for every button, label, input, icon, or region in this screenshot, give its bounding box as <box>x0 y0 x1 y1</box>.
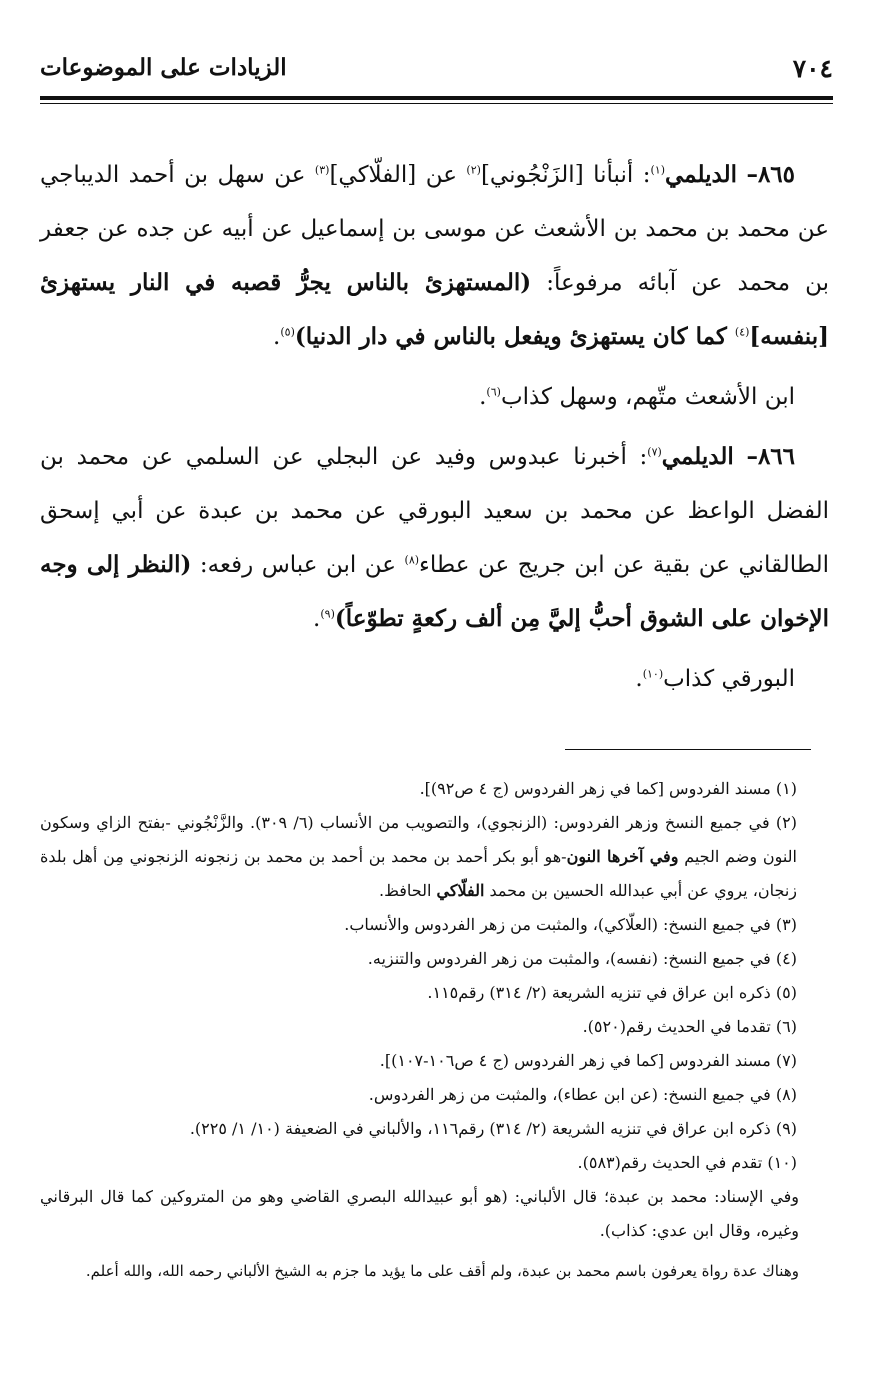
footnote-6 <box>40 1010 829 1044</box>
entry-source: الديلمي <box>661 443 734 470</box>
isnad-text: عن ابن عباس رفعه: <box>191 552 405 578</box>
hadith-text: (النظر إلى وجه الإخوان على الشوق أحبُّ إليَّ مِن ألف ركعةٍ تطوّعاً) <box>40 551 829 632</box>
footnote-text: تقدما في الحديث رقم(٥٢٠). <box>582 1017 771 1036</box>
footnote-ref[interactable]: (٨) <box>404 553 420 567</box>
main-text <box>40 148 829 712</box>
footnote-3 <box>40 908 829 942</box>
entry-source: الديلمي <box>665 161 737 188</box>
footnote-number: (٩) <box>775 1119 797 1138</box>
page-number: ٧٠٤ <box>792 54 833 83</box>
footnote-number: (٨) <box>775 1085 797 1104</box>
hadith-text: كما كان يستهزئ ويفعل بالناس في دار الدنيا) <box>294 323 735 350</box>
footnote-text: مسند الفردوس [كما في زهر الفردوس (ج ٤ ص١٠٦-١٠٧)]. <box>379 1051 771 1070</box>
footnote-text-bold: وفي آخرها النون <box>566 847 679 866</box>
footnote-number: (٤) <box>775 949 797 968</box>
footnote-ref[interactable]: (٤) <box>734 325 750 339</box>
footnote-text: ذكره ابن عراق في تنزيه الشريعة (٢/ ٣١٤) رقم١١٥. <box>427 983 771 1002</box>
footnote-text: في جميع النسخ: (نفسه)، والمثبت من زهر الفردوس والتنزيه. <box>367 949 771 968</box>
footnote-separator <box>565 749 811 750</box>
footnote-10 <box>40 1146 829 1180</box>
verdict-866 <box>40 652 829 706</box>
isnad-text: عن سهل بن أحمد الديباجي عن محمد بن محمد بن الأشعث عن موسى بن إسماعيل عن أبيه عن جده عن جعفر بن محمد عن آبائه مرفوعاً: <box>40 162 829 296</box>
footnotes <box>40 772 829 1288</box>
footnote-ref[interactable]: (٧) <box>647 445 662 459</box>
entry-number: ٨٦٦– <box>746 443 796 470</box>
footnote-text: في جميع النسخ: (عن ابن عطاء)، والمثبت من زهر الفردوس. <box>368 1085 771 1104</box>
isnad-text: : أخبرنا عبدوس وفيد عن البجلي عن السلمي عن محمد بن الفضل الواعظ عن محمد بن سعيد البورقي عن محمد بن عبدة عن أبي إسحق الطالقاني عن بقية عن ابن جريج عن عطاء <box>40 444 829 578</box>
footnote-ref[interactable]: (٦) <box>486 385 501 399</box>
verdict-text: البورقي كذاب <box>663 666 795 692</box>
footnote-ref[interactable]: (٥) <box>280 325 295 339</box>
footnote-isnad-note: وفي الإسناد: محمد بن عبدة؛ قال الألباني: (هو أبو عبيدالله البصري القاضي وهو من المتروكين كما قال البرقاني وغيره، وقال ابن عدي: كذاب). <box>40 1187 799 1240</box>
footnote-ref[interactable]: (٩) <box>320 607 335 621</box>
page-header <box>40 48 833 100</box>
footnote-text-bold: الفلّاكي <box>436 881 485 900</box>
footnote-text: مسند الفردوس [كما في زهر الفردوس (ج ٤ ص٩٢)]. <box>419 779 771 798</box>
footnote-closing-note: وهناك عدة رواة يعرفون باسم محمد بن عبدة، ولم أقف على ما يؤيد ما جزم به الشيخ الألباني رحمه الله، والله أعلم. <box>85 1262 799 1280</box>
footnote-text: ذكره ابن عراق في تنزيه الشريعة (٢/ ٣١٤) رقم١١٦، والألباني في الضعيفة (١٠/ ١/ ٢٢٥). <box>189 1119 771 1138</box>
entry-end: . <box>273 324 281 350</box>
header-rule-thick <box>40 96 833 100</box>
entry-866 <box>40 430 829 646</box>
footnote-2 <box>40 806 829 908</box>
verdict-865 <box>40 370 829 424</box>
footnote-text: في جميع النسخ وزهر الفردوس: (الزنجوي)، والتصويب من الأنساب (٦/ ٣٠٩). والزَّنْجُوني -بفتح الزاي وسكون النون وضم الجيم <box>40 813 797 866</box>
verdict-text: ابن الأشعث متّهم، وسهل كذاب <box>500 384 795 410</box>
running-title: الزيادات على الموضوعات <box>40 54 287 81</box>
footnote-text: تقدم في الحديث رقم(٥٨٣). <box>577 1153 763 1172</box>
footnote-number: (٥) <box>775 983 797 1002</box>
hadith-text: (المستهزئ بالناس يجرُّ قصبه في النار يستهزئ [بنفسه] <box>40 269 829 350</box>
isnad-text: عن [الفلّاكي] <box>329 162 467 188</box>
footnote-4 <box>40 942 829 976</box>
footnote-ref[interactable]: (١) <box>650 163 666 177</box>
verdict-end: . <box>479 384 487 410</box>
footnote-number: (١) <box>775 779 797 798</box>
footnote-text: -هو أبو بكر أحمد بن محمد بن أحمد بن محمد بن زنجونه الزنجوني مِن أهل بلدة زنجان، يروي عن أبي عبدالله الحسين بن محمد <box>40 847 797 900</box>
entry-number: ٨٦٥– <box>746 161 796 188</box>
footnote-ref[interactable]: (٢) <box>466 163 481 177</box>
footnote-number: (٢) <box>775 813 797 832</box>
header-rule-thin <box>40 103 833 104</box>
footnote-ref[interactable]: (١٠) <box>642 667 664 681</box>
footnote-1 <box>40 772 829 806</box>
entry-865 <box>40 148 829 364</box>
footnote-text: في جميع النسخ: (العلّاكي)، والمثبت من زهر الفردوس والأنساب. <box>344 915 771 934</box>
footnote-number: (١٠) <box>767 1153 797 1172</box>
footnote-number: (٦) <box>775 1017 797 1036</box>
footnote-number: (٧) <box>775 1051 797 1070</box>
footnote-number: (٣) <box>775 915 797 934</box>
footnote-text: الحافظ. <box>378 881 437 900</box>
verdict-end: . <box>635 666 643 692</box>
footnote-5 <box>40 976 829 1010</box>
entry-end: . <box>313 606 321 632</box>
footnote-8 <box>40 1078 829 1112</box>
footnote-7 <box>40 1044 829 1078</box>
footnote-9 <box>40 1112 829 1146</box>
isnad-text: : أنبأنا [الزَنْجُوني] <box>480 162 651 188</box>
footnote-ref[interactable]: (٣) <box>314 163 330 177</box>
